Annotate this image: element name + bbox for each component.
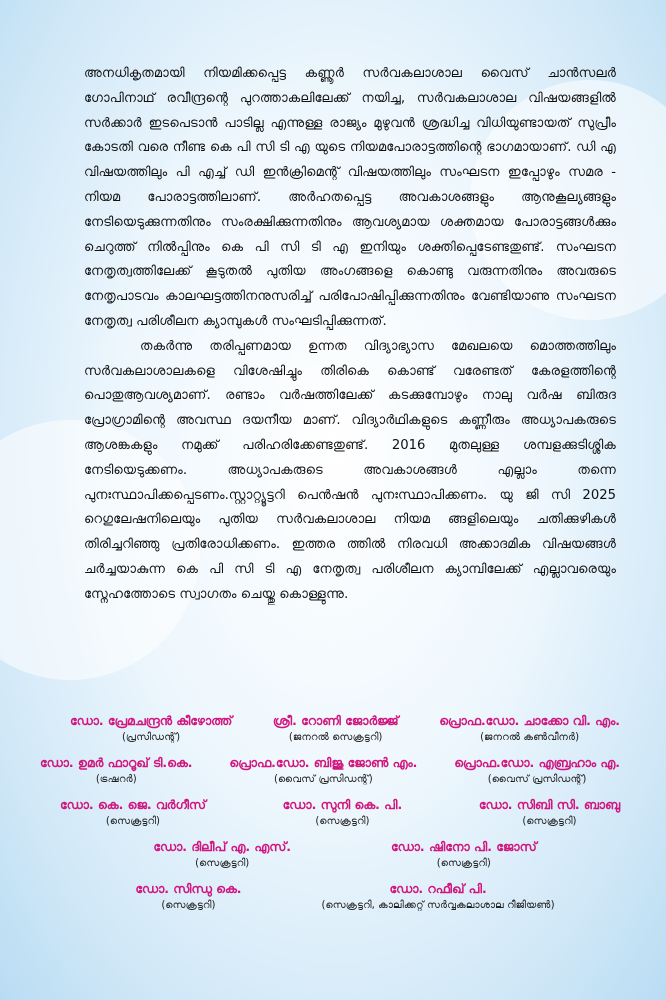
signatory-role: (ട്രഷറർ)	[95, 774, 137, 785]
signatory-role: (ജനറൽ കൺവീനർ)	[480, 732, 580, 743]
signatory	[444, 754, 630, 787]
signatory-name: പ്രൊഫ.ഡോ. ചാക്കോ വി. എം.	[439, 713, 620, 728]
signatory	[469, 796, 630, 829]
signatory	[125, 880, 251, 913]
signatory-row-4	[60, 838, 630, 871]
signatory-name: ഡോ. റഫീഖ് പി.	[389, 881, 487, 896]
signatory	[263, 712, 409, 745]
signatory-role: (വൈസ് പ്രസിഡന്റ്)	[487, 774, 587, 785]
signatory-name: പ്രൊഫ.ഡോ. ബിജു ജോൺ എം.	[229, 755, 418, 770]
signatory-name: ശ്രീ. റോണി ജോർജ്ജ്	[272, 713, 399, 728]
signatory-role: (പ്രസിഡന്റ്)	[121, 732, 181, 743]
signatory-name: പ്രൊഫ.ഡോ. എബ്രഹാം എ.	[454, 755, 620, 770]
signatory-name: ഡോ. സിന്ധു കെ.	[135, 881, 242, 896]
signatory-row-5	[60, 880, 630, 913]
signatory-role: (സെക്രട്ടറി)	[161, 900, 216, 911]
signatory	[311, 880, 564, 913]
signatory	[50, 796, 216, 829]
signatory-name: ഡോ. ഉമർ ഫാറൂഖ് ടി.കെ.	[40, 755, 193, 770]
signatory-name: ഡോ. പ്രേമചന്ദ്രൻ കീഴോത്ത്	[70, 713, 233, 728]
letter-body	[84, 62, 616, 608]
signatory-name: ഡോ. കെ. ജെ. വർഗീസ്	[60, 797, 206, 812]
signatory-row-3	[50, 796, 630, 829]
signatory-name: ഡോ. സിബി സി. ബാബു	[478, 797, 620, 812]
signatory-role: (സെക്രട്ടറി)	[436, 858, 491, 869]
signatories-block	[40, 712, 630, 922]
signatory	[219, 754, 427, 787]
signatory-name: ഡോ. ദിലീപ് എ. എസ്.	[153, 839, 292, 854]
signatory-row-2	[30, 754, 630, 787]
signatory-role: (വൈസ് പ്രസിഡന്റ്)	[274, 774, 373, 785]
signatory	[60, 712, 242, 745]
signatory	[273, 796, 412, 829]
signatory-role: (സെക്രട്ടറി)	[522, 816, 577, 827]
signatory	[429, 712, 630, 745]
signatory	[381, 838, 547, 871]
signatory	[30, 754, 203, 787]
signatory-name: ഡോ. ഷിനോ പി. ജോസ്	[391, 839, 537, 854]
signatory-role: (സെക്രട്ടറി)	[105, 816, 161, 827]
signatory-row-1	[60, 712, 630, 745]
signatory-role: (സെക്രട്ടറി)	[195, 858, 250, 869]
signatory-role: (സെക്രട്ടറി, കാലിക്കറ്റ് സർവ്വകലാശാല റീജിയൺ)	[321, 900, 555, 911]
signatory	[143, 838, 301, 871]
paragraph-2: തകർന്നു തരിപ്പണമായ ഉന്നത വിദ്യാഭ്യാസ മേഖലയെ മൊത്തത്തിലും സർവകലാശാലകളെ വിശേഷിച്ചും തിരികെ കൊണ്ട് വരേണ്ടത് കേരളത്തിന്റെ പൊതുആവശ്യമാണ്. രണ്ടാം വർഷത്തിലേക്ക് കടക്കുമ്പോഴും നാലു വർഷ ബിരുദ പ്രോഗ്രാമിന്റെ അവസ്ഥ ദയനീയ മാണ്. വിദ്യാർഥികളുടെ കണ്ണീരും അധ്യാപകരുടെ ആശങ്കകളും നമുക്ക് പരിഹരിക്കേണ്ടതുണ്ട്. 2016 മുതലുള്ള ശമ്പളക്കുടിശ്ശിക നേടിയെടുക്കണം. അധ്യാപകരുടെ അവകാശങ്ങൾ എല്ലാം തന്നെ പുനഃസ്ഥാപിക്കപ്പെടണം.സ്റ്റാറ്റ്യൂട്ടറി പെൻഷൻ പുനഃസ്ഥാപിക്കണം. യു ജി സി 2025 റെഗുലേഷനിലെയും പുതിയ സർവകലാശാല നിയമ ങ്ങളിലെയും ചതിക്കുഴികൾ തിരിച്ചറിഞ്ഞു പ്രതിരോധിക്കണം. ഇത്തര ത്തിൽ നിരവധി അക്കാദമിക വിഷയങ്ങൾ ചർച്ചയാകുന്ന കെ പി സി ടി എ നേതൃത്വ പരിശീലന ക്യാമ്പിലേക്ക് എല്ലാവരെയും സ്നേഹത്തോടെ സ്വാഗതം ചെയ്തു കൊള്ളുന്നു.	[84, 338, 616, 602]
signatory-role: (ജനറൽ സെക്രട്ടറി)	[288, 732, 383, 743]
signatory-name: ഡോ. സുനി കെ. പി.	[282, 797, 403, 812]
signatory-role: (സെക്രട്ടറി)	[315, 816, 370, 827]
paragraph-1: അനധികൃതമായി നിയമിക്കപ്പെട്ട കണ്ണൂർ സർവകലാശാല വൈസ് ചാൻസലർ ഗോപിനാഥ് രവീന്ദ്രന്റെ പുറത്താകലിലേക്ക് നയിച്ച, സർവകലാശാല വിഷയങ്ങളിൽ സർക്കാർ ഇടപെടാൻ പാടില്ല എന്നുള്ള രാജ്യം മുഴുവൻ ശ്രദ്ധിച്ച വിധിയുണ്ടായത് സുപ്രീം കോടതി വരെ നീണ്ട കെ പി സി ടി എ യുടെ നിയമപോരാട്ടത്തിന്റെ ഭാഗമായാണ്. ഡി എ വിഷയത്തിലും പി എച്ച് ഡി ഇൻക്രിമെന്റ് വിഷയത്തിലും സംഘടന ഇപ്പോഴും സമര - നിയമ പോരാട്ടത്തിലാണ്. അർഹതപ്പെട്ട അവകാശങ്ങളും ആനുകൂല്യങ്ങളും നേടിയെടുക്കുന്നതിനും സംരക്ഷിക്കുന്നതിനും ആവശ്യമായ ശക്തമായ പോരാട്ടങ്ങൾക്കും ചെറുത്ത് നിൽപ്പിനും കെ പി സി ടി എ ഇനിയും ശക്തിപ്പെടേണ്ടതുണ്ട്. സംഘടന നേതൃത്വത്തിലേക്ക് കൂടുതൽ പുതിയ അംഗങ്ങളെ കൊണ്ടു വരുന്നതിനും അവരുടെ നേതൃപാടവം കാലഘട്ടത്തിനനുസരിച്ച് പരിപോഷിപ്പിക്കുന്നതിനും വേണ്ടിയാണു സംഘടന നേതൃത്വ പരിശീലന ക്യാമ്പുകൾ സംഘടിപ്പിക്കുന്നത്.	[84, 66, 616, 329]
